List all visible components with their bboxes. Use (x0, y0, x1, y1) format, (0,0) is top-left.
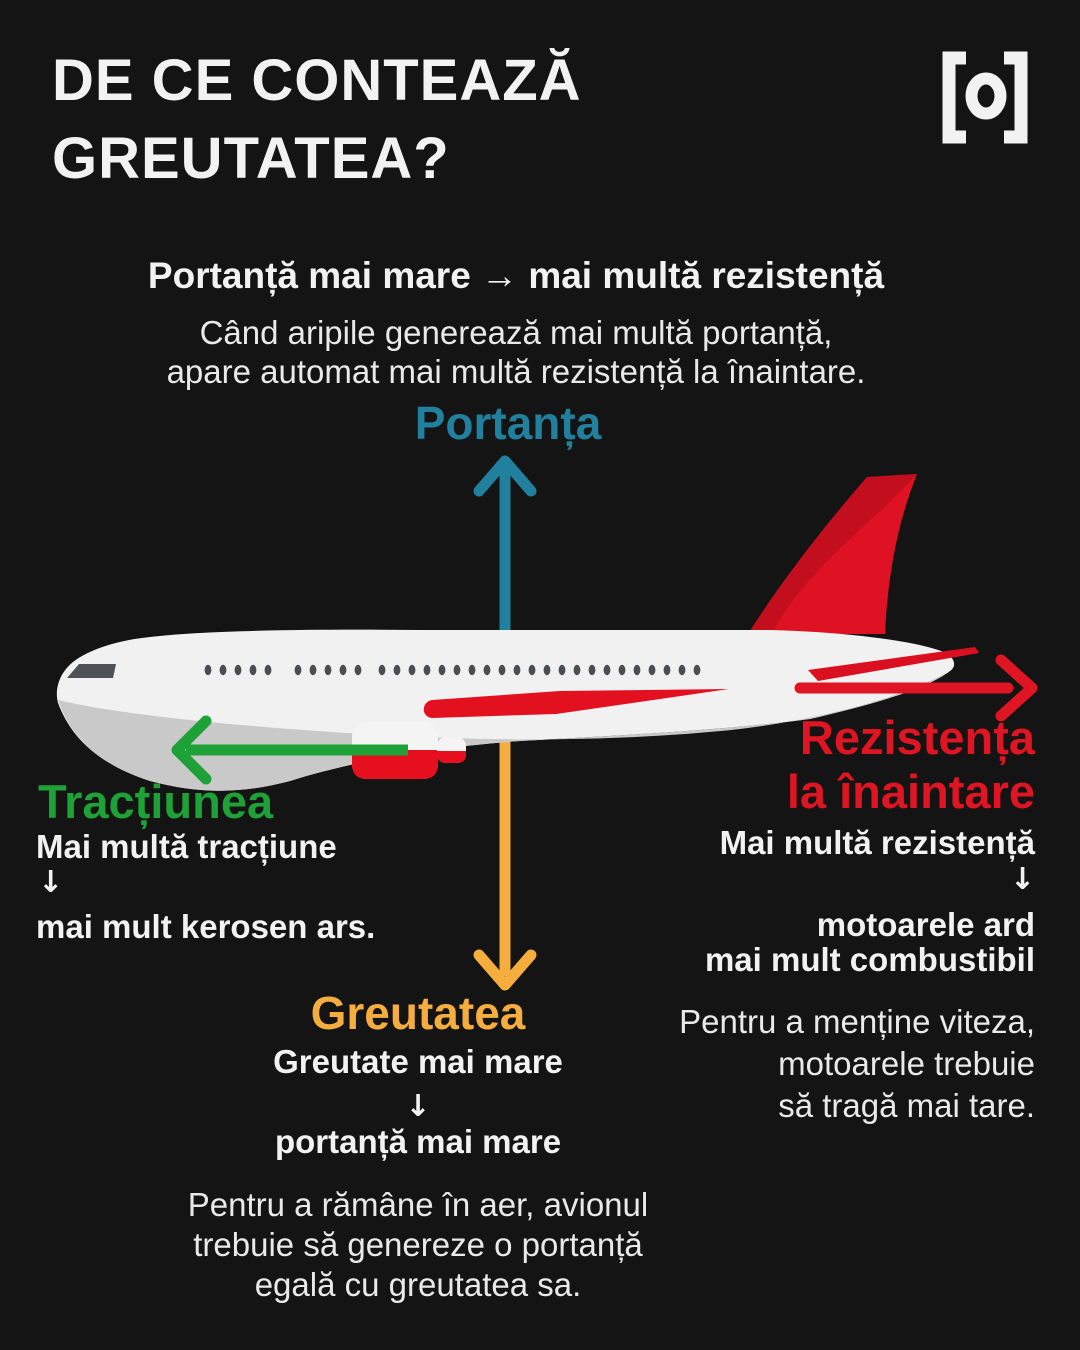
weight-arrow-icon (479, 738, 531, 985)
down-arrow-glyph: ↓ (38, 865, 64, 900)
drag-label (580, 711, 1035, 819)
thrust-label: Tracțiunea (38, 775, 274, 828)
drag-fact-3: mai mult combustibil (704, 941, 1035, 978)
lift-arrow-icon (479, 461, 531, 633)
thrust-fact-2: mai mult kerosen ars. (36, 908, 376, 945)
page-title-line2: GREUTATEA? (52, 126, 450, 191)
down-arrow-glyph: ↓ (405, 1089, 431, 1124)
drag-note-line1: Pentru a menține viteza, (679, 1003, 1035, 1040)
drag-fact-1: Mai multă rezistență (719, 824, 1035, 861)
drag-note-line2: motoarele trebuie (778, 1045, 1035, 1082)
engine-nacelle-bottom (437, 751, 466, 763)
intro-body-line1: Când aripile generează mai multă portanță, (199, 314, 833, 351)
intro-body-line2: apare automat mai multă rezistență la înaintare. (166, 353, 866, 390)
intro-headline: Portanță mai mare → mai multă rezistență (147, 255, 885, 296)
weight-label: Greutatea (310, 987, 526, 1039)
weight-fact-1: Greutate mai mare (273, 1043, 563, 1080)
page-title (52, 42, 582, 198)
weight-fact-2: portanță mai mare (274, 1123, 562, 1160)
intro-body (0, 313, 1032, 391)
down-arrow-glyph: ↓ (1009, 862, 1035, 897)
weight-note-line2: trebuie să genereze o portanță (193, 1226, 643, 1263)
weight-note (118, 1185, 718, 1305)
lift-label: Portanța (414, 397, 602, 449)
observator-logo-icon (935, 50, 1035, 150)
drag-note-line3: să tragă mai tare. (778, 1087, 1035, 1124)
drag-label-line1: Rezistența (799, 711, 1035, 764)
weight-note-line1: Pentru a rămâne în aer, avionul (187, 1186, 649, 1223)
weight-note-line3: egală cu greutatea sa. (254, 1266, 582, 1303)
thrust-fact-1: Mai multă tracțiune (36, 828, 337, 865)
page-title-line1: DE CE CONTEAZĂ (52, 48, 582, 113)
drag-label-line2: la înaintare (786, 765, 1035, 818)
drag-fact-2: motoarele ard (816, 906, 1035, 943)
